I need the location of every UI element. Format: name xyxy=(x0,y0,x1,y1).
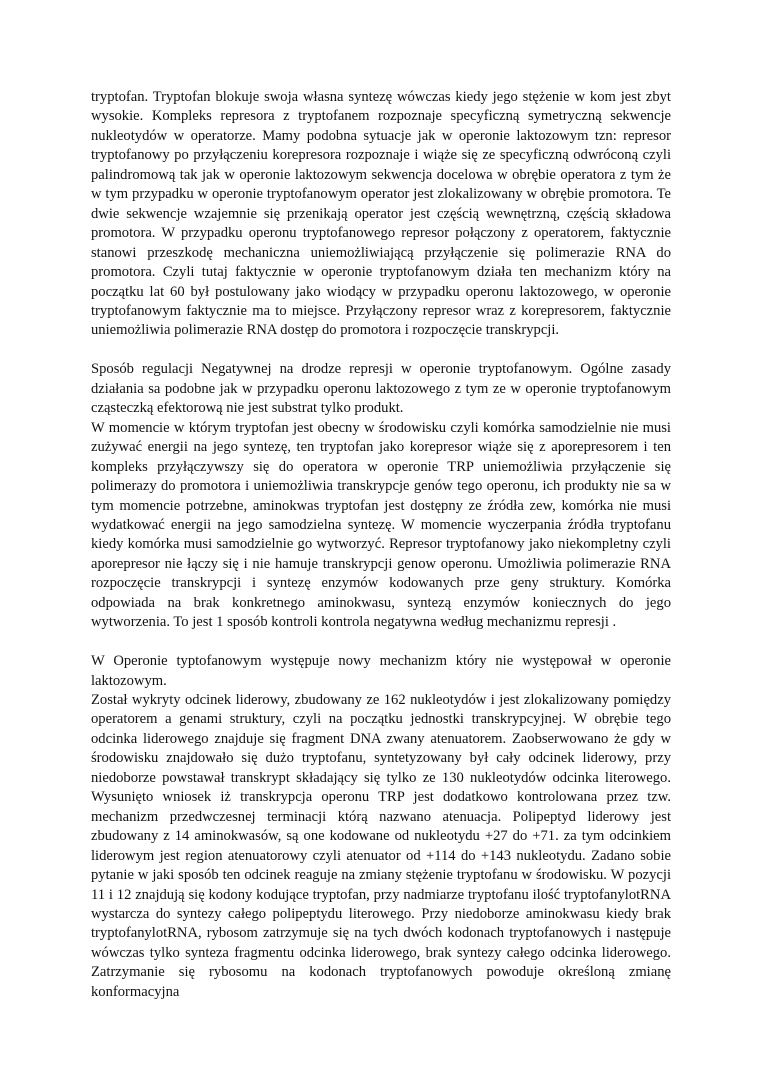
document-page xyxy=(91,88,671,1002)
paragraph-attenuation: Został wykryty odcinek liderowy, zbudowany ze 162 nukleotydów i jest zlokalizowany pomiędzy operatorem a genami struktury, czyli na początku jednostki transkrypcyjnej. W obrębie tego odcinka liderowego znajduje się fragment DNA zwany atenuatorem. Zaobserwowano że gdy w środowisku znajdowało się dużo tryptofanu, syntetyzowany był cały odcinek liderowy, przy niedoborze powstawał transkrypt składający się tylko ze 130 nukleotydów odcinka literowego. Wysunięto wniosek iż transkrypcja operonu TRP jest dodatkowo kontrolowana przez tzw. mechanizm przedwczesnej terminacji którą nazwano atenuacja. Polipeptyd liderowy jest zbudowany z 14 aminokwasów, są one kodowane od nukleotydu +27 do +71. za tym odcinkiem liderowym jest region atenuatorowy czyli atenuator od +114 do +143 nukleotydu. Zadano sobie pytanie w jaki sposób ten odcinek reaguje na zmiany stężenie tryptofanu w środowisku. W pozycji 11 i 12 znajdują się kodony kodujące tryptofan, przy nadmiarze tryptofanu ilość tryptofanylotRNA wystarcza do syntezy całego polipeptydu literowego. Przy niedoborze aminokwasu kiedy brak tryptofanylotRNA, rybosom zatrzymuje się na tych dwóch kodonach tryptofanowych i następuje wówczas tylko synteza fragmentu odcinka liderowego, brak syntezy całego odcinka liderowego. Zatrzymanie się rybosomu na kodonach tryptofanowych powoduje określoną zmianę konformacyjna xyxy=(91,692,671,1000)
paragraph-negative-regulation-intro: Sposób regulacji Negatywnej na drodze represji w operonie tryptofanowym. Ogólne zasady działania sa podobne jak w przypadku operonu laktozowego z tym ze w operonie tryptofanowym cząsteczką efektorową nie jest substrat tylko produkt. xyxy=(91,361,671,417)
paragraph-tryptophan-corepressor: W momencie w którym tryptofan jest obecny w środowisku czyli komórka samodzielnie nie musi zużywać energii na jego syntezę, ten tryptofan jako korepresor wiąże się z aporepresorem i ten kompleks przyłączywszy się do operatora w operonie TRP uniemożliwia przyłączenie się polimerazy do promotora i uniemożliwia transkrypcje genów tego operonu, ich produkty nie sa w tym momencie potrzebne, aminokwas tryptofan jest dostępny ze źródła zew, komórka nie musi wydatkować energii na jego samodzielna syntezę. W momencie wyczerpania źródła tryptofanu kiedy komórka musi samodzielnie go wytworzyć. Represor tryptofanowy jako niekompletny czyli aporepresor nie łączy się i nie hamuje transkrypcji genow operonu. Umożliwia polimerazie RNA rozpoczęcie transkrypcji i syntezę enzymów kodowanych prze geny struktury. Komórka odpowiada na brak konkretnego aminokwasu, syntezą enzymów koniecznych do jego wytworzenia. To jest 1 sposób kontroli kontrola negatywna według mechanizmu represji . xyxy=(91,419,671,631)
paragraph-trp-repressor-mechanism: tryptofan. Tryptofan blokuje swoja własna syntezę wówczas kiedy jego stężenie w kom jest zbyt wysokie. Kompleks represora z tryptofanem rozpoznaje specyficzną symetryczną sekwencje nukleotydów w operatorze. Mamy podobna sytuacje jak w operonie laktozowym tzn: represor tryptofanowy po przyłączeniu korepresora rozpoznaje i wiąże się ze specyficzną odwróconą czyli palindromową tak jak w operonie laktozowym sekwencja docelowa w obrębie operatora z tym że w tym przypadku w operonie tryptofanowym operator jest zlokalizowany w obrębie promotora. Te dwie sekwencje wzajemnie się przenikają operator jest częścią wewnętrzną, częścią składowa promotora. W przypadku operonu tryptofanowego represor połączony z operatorem, faktycznie stanowi przeszkodę mechaniczna uniemożliwiającą przyłączenie się polimerazie RNA do promotora. Czyli tutaj faktycznie w operonie tryptofanowym działa ten mechanizm który na początku lat 60 był postulowany jako wiodący w przypadku operonu laktozowego, w operonie tryptofanowym faktycznie ma to miejsce. Przyłączony represor wraz z korepresorem, faktycznie uniemożliwia polimerazie RNA dostęp do promotora i rozpoczęcie transkrypcji. xyxy=(91,89,671,339)
paragraph-new-mechanism: W Operonie typtofanowym występuje nowy mechanizm który nie występował w operonie laktozowym. xyxy=(91,653,671,689)
